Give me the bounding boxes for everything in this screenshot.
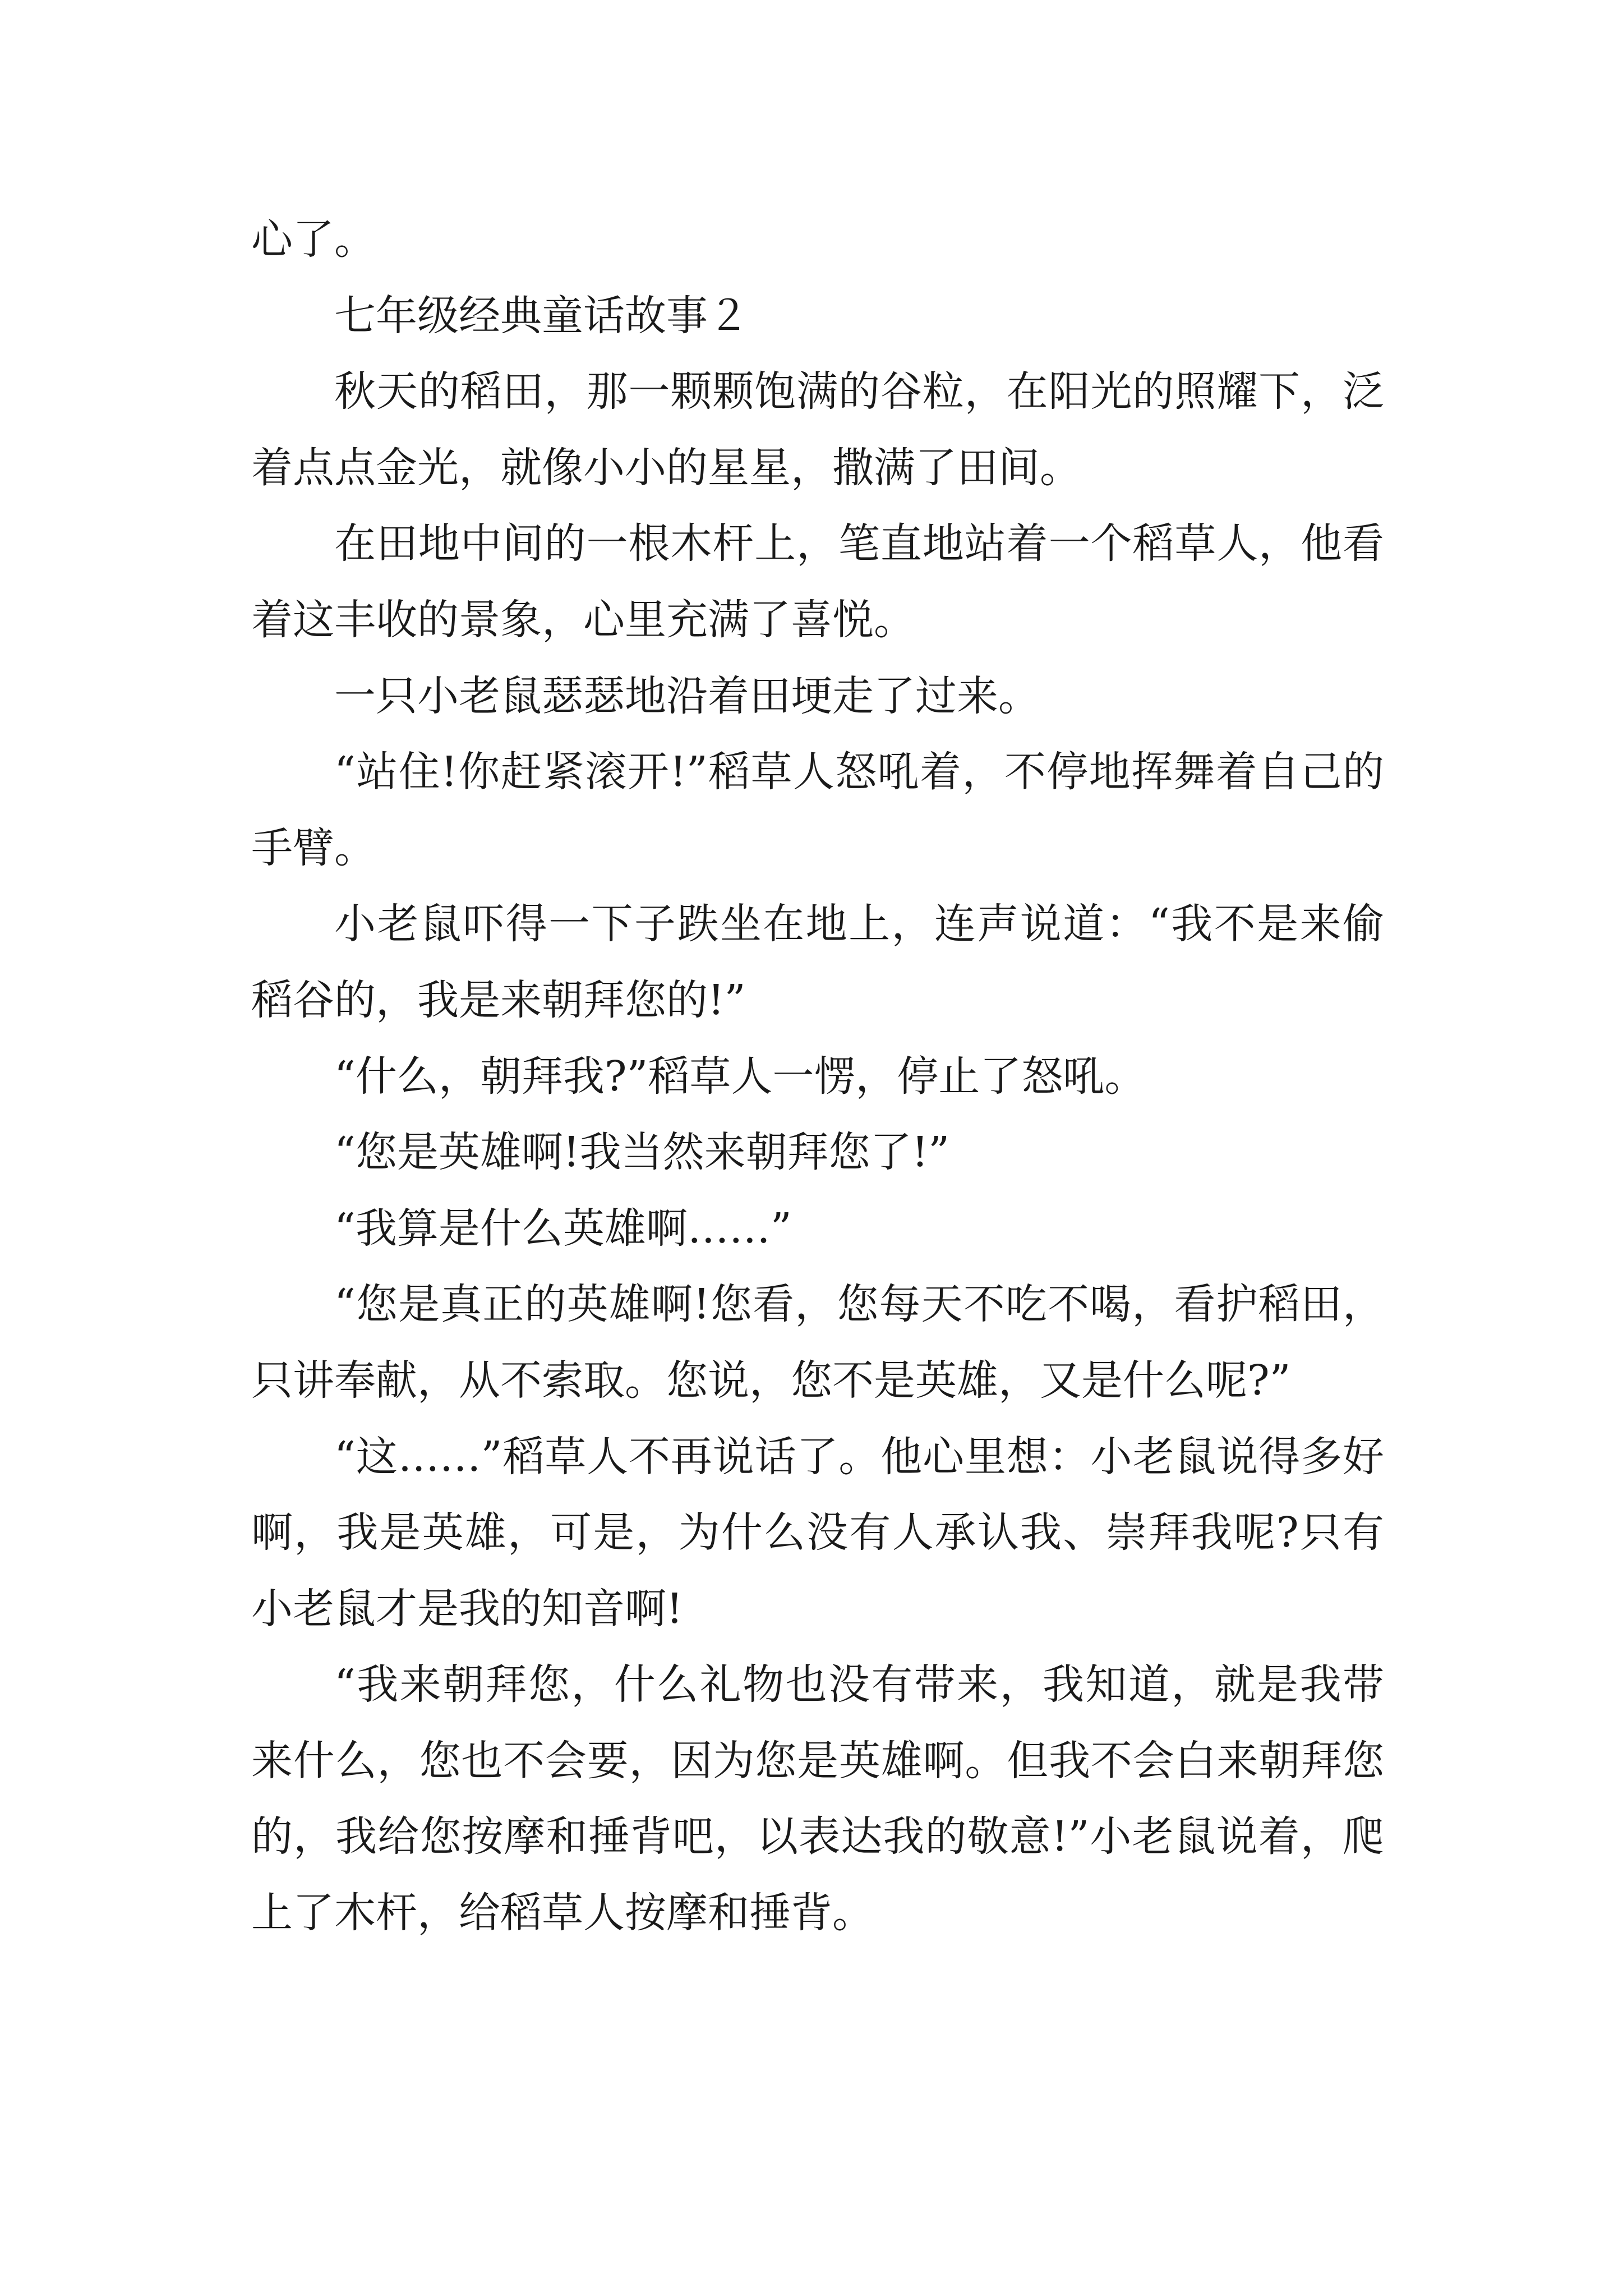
paragraph: “我来朝拜您，什么礼物也没有带来，我知道，就是我带来什么，您也不会要，因为您是英雄啊。但我不会白来朝拜您的，我给您按摩和捶背吧，以表达我的敬意!”小老鼠说着，爬上了木杆，给稻草人按摩和捶背。 xyxy=(251,1660,1384,1938)
paragraph: 秋天的稻田，那一颗颗饱满的谷粒，在阳光的照耀下，泛着点点金光，就像小小的星星，撒满了田间。 xyxy=(251,367,1384,492)
paragraph: “站住!你赶紧滚开!”稻草人怒吼着，不停地挥舞着自己的手臂。 xyxy=(251,748,1384,872)
continuation-text: 心了。 xyxy=(251,215,376,264)
paragraph: “这……”稻草人不再说话了。他心里想：小老鼠说得多好啊，我是英雄，可是，为什么没有人承认我、崇拜我呢?只有小老鼠才是我的知音啊! xyxy=(251,1432,1384,1633)
document-body xyxy=(251,202,1384,1952)
paragraph: 一只小老鼠瑟瑟地沿着田埂走了过来。 xyxy=(334,671,1040,720)
story-heading: 七年级经典童话故事２ xyxy=(334,291,749,340)
paragraph: “我算是什么英雄啊……” xyxy=(334,1204,792,1253)
paragraph: “什么，朝拜我?”稻草人一愣，停止了怒吼。 xyxy=(334,1052,1146,1101)
paragraph: 在田地中间的一根木杆上，笔直地站着一个稻草人，他看着这丰收的景象，心里充满了喜悦。 xyxy=(251,519,1384,644)
paragraph: “您是真正的英雄啊!您看，您每天不吃不喝，看护稻田，只讲奉献，从不索取。您说，您不是英雄，又是什么呢?” xyxy=(251,1280,1384,1405)
paragraph: 小老鼠吓得一下子跌坐在地上，连声说道：“我不是来偷稻谷的，我是来朝拜您的!” xyxy=(251,900,1384,1024)
paragraph: “您是英雄啊!我当然来朝拜您了!” xyxy=(334,1128,950,1177)
